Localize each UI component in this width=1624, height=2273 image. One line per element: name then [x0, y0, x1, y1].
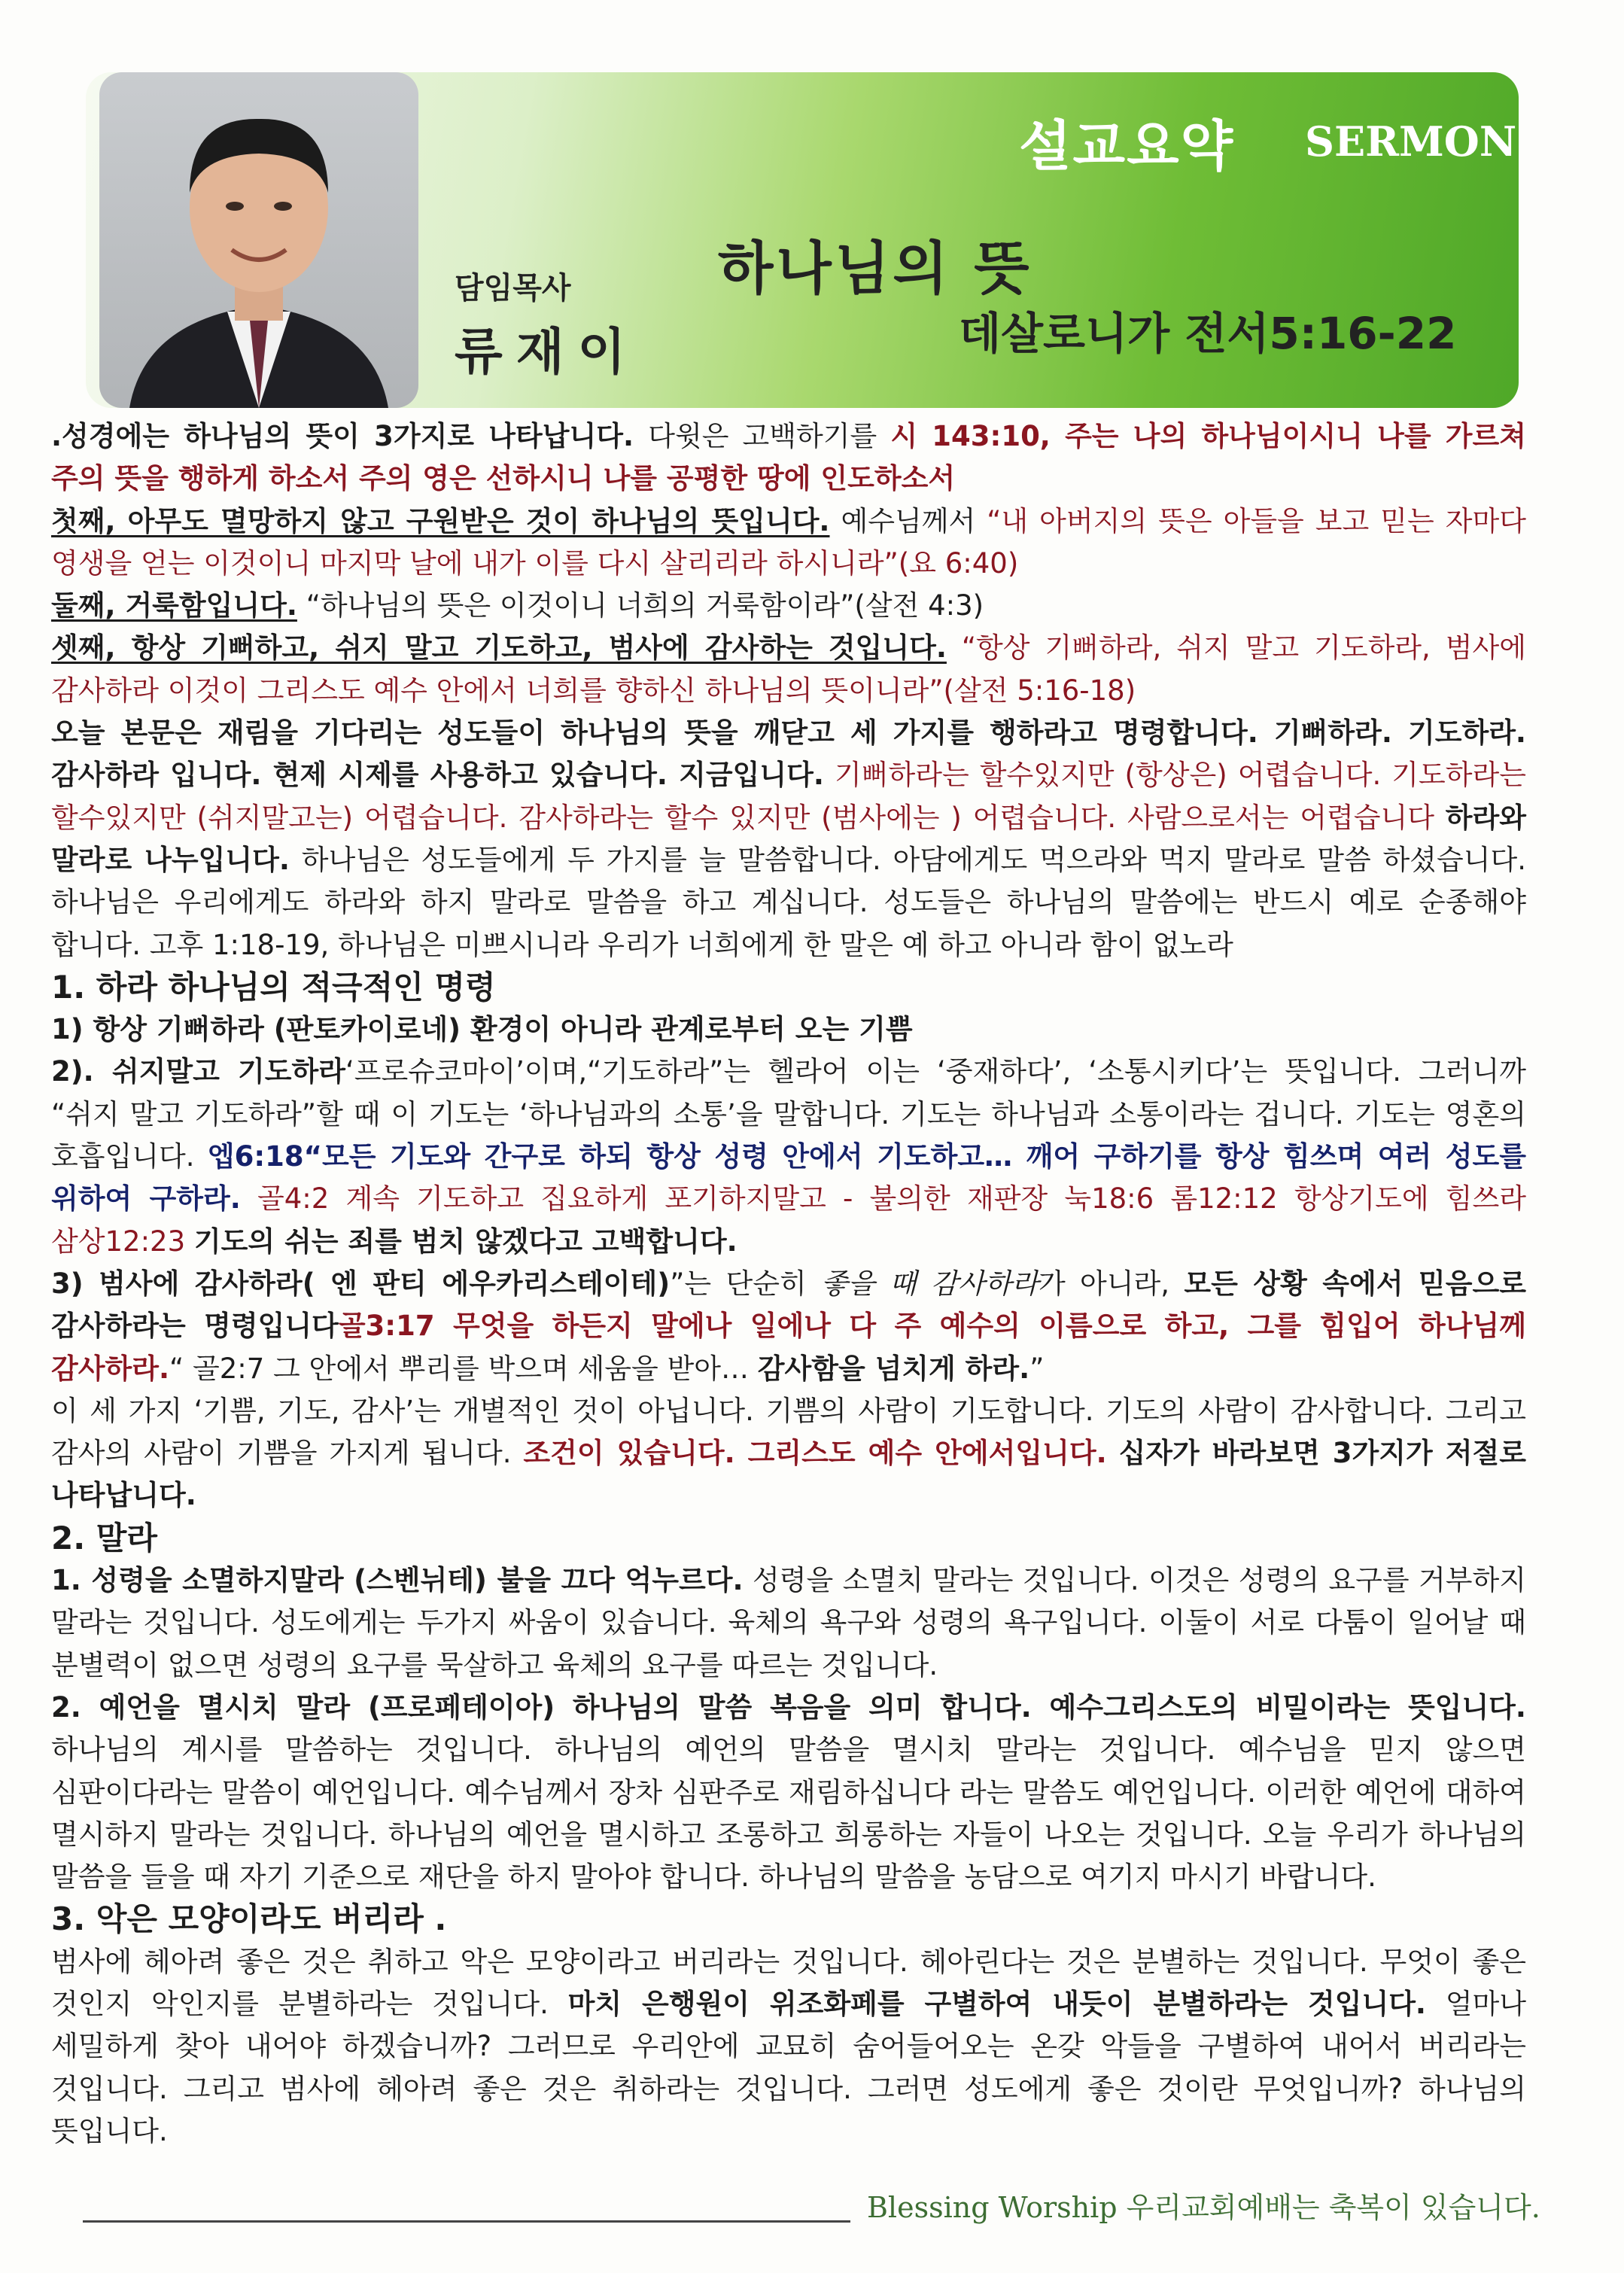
- section-heading-1: 1. 하라 하나님의 적극적인 명령: [51, 968, 496, 1006]
- sermon-summary-label: 설교요약: [1019, 114, 1235, 178]
- paragraph-first: 첫째, 아무도 멸망하지 않고 구원받은 것이 하나님의 뜻입니다. 예수님께서 “내 아버지의 뜻은 아들을 보고 믿는 자마다 영생을 얻는 이것이니 마지막 날에 내가 이를 다시 살리리라 하시니라”(요 6:40): [51, 504, 1526, 580]
- paragraph-three-things: 이 세 가지 ‘기쁨, 기도, 감사’는 개별적인 것이 아닙니다. 기쁨의 사람이 기도합니다. 기도의 사람이 감사합니다. 그리고 감사의 사람이 기쁨을 가지게 됩니다. 조건이 있습니다. 그리스도 예수 안에서입니다. 십자가 바라보면 3가지가 저절로 나타납니다.: [51, 1394, 1527, 1512]
- paragraph-second: 둘째, 거룩함입니다. “하나님의 뜻은 이것이니 너희의 거룩함이라”(살전 4:3): [51, 589, 984, 622]
- pastor-photo: [99, 72, 418, 408]
- paragraph-spirit: 1. 성령을 소멸하지말라 (스벤뉘테) 불을 끄다 억누르다. 성령을 소멸치 말라는 것입니다. 이것은 성령의 요구를 거부하지 말라는 것입니다. 성도에게는 두가지 싸움이 있습니다. 육체의 욕구와 성령의 욕구입니다. 이둘이 서로 다툼이 일어날 때 분별력이 없으면 성령의 요구를 묵살하고 육체의 요구를 따르는 것입니다.: [51, 1564, 1526, 1681]
- footer-divider: [83, 2220, 850, 2223]
- footer-text: Blessing Worship 우리교회예배는 축복이 있습니다.: [867, 2191, 1540, 2224]
- paragraph-intro: .성경에는 하나님의 뜻이 3가지로 나타납니다. 다윗은 고백하기를 시 143:10, 주는 나의 하나님이시니 나를 가르쳐 주의 뜻을 행하게 하소서 주의 영은 선하시니 나를 공평한 땅에 인도하소서: [51, 420, 1527, 495]
- paragraph-prayer: 2). 쉬지말고 기도하라‘프로슈코마이’이며,“기도하라”는 헬라어 이는 ‘중재하다’, ‘소통시키다’는 뜻입니다. 그러니까 “쉬지 말고 기도하라”할 때 이 기도는 ‘하나님과의 소통’을 말합니다. 기도는 하나님과 소통이라는 겁니다. 기도는 영혼의 호흡입니다. 엡6:18“모든 기도와 간구로 하되 항상 성령 안에서 기도하고… 깨어 구하기를 항상 힘쓰며 여러 성도를 위하여 구하라. 골4:2 계속 기도하고 집요하게 포기하지말고 - 불의한 재판장 눅18:6 롬12:12 항상기도에 힘쓰라 삼상12:23 기도의 쉬는 죄를 범치 않겠다고 고백합니다.: [51, 1055, 1527, 1258]
- paragraph-third: 셋째, 항상 기뻐하고, 쉬지 말고 기도하고, 범사에 감사하는 것입니다. “항상 기뻐하라, 쉬지 말고 기도하라, 범사에 감사하라 이것이 그리스도 예수 안에서 너희를 향하신 하나님의 뜻이니라”(살전 5:16-18): [51, 631, 1526, 707]
- subheading-rejoice: 1) 항상 기뻐하라 (판토카이로네) 환경이 아니라 관계로부터 오는 기쁨: [51, 1013, 913, 1046]
- sermon-title: 하나님의 뜻: [718, 235, 1032, 302]
- paragraph-prophecy: 2. 예언을 멸시치 말라 (프로페테이아) 하나님의 말씀 복음을 의미 합니다. 예수그리스도의 비밀이라는 뜻입니다. 하나님의 계시를 말씀하는 것입니다. 하나님의 예언의 말씀을 멸시치 말라는 것입니다. 예수님을 믿지 않으면 심판이다라는 말씀이 예언입니다. 예수님께서 장차 심판주로 재림하십니다 라는 말씀도 예언입니다. 이러한 예언에 대하여 멸시하지 말라는 것입니다. 하나님의 예언을 멸시하고 조롱하고 희롱하는 자들이 나오는 것입니다. 오늘 우리가 하나님의 말씀을 들을 때 자기 기준으로 재단을 하지 말아야 합니다. 하나님의 말씀을 농담으로 여기지 마시기 바랍니다.: [51, 1690, 1526, 1894]
- section-heading-3: 3. 악은 모양이라도 버리라 .: [51, 1900, 447, 1938]
- sermon-header: [86, 72, 1519, 408]
- section-heading-2: 2. 말라: [51, 1519, 157, 1556]
- pastor-name: 류재이: [455, 323, 640, 381]
- paragraph-thanks: 3) 범사에 감사하라( 엔 판티 에우카리스테이테)”는 단순히 좋을 때 감사하라가 아니라, 모든 상황 속에서 믿음으로 감사하라는 명령입니다골3:17 무엇을 하든지 말에나 일에나 다 주 예수의 이름으로 하고, 그를 힘입어 하나님께 감사하라.“ 골2:7 그 안에서 뿌리를 박으며 세움을 받아… 감사함을 넘치게 하라.”: [51, 1267, 1526, 1385]
- paragraph-evil: 범사에 헤아려 좋은 것은 취하고 악은 모양이라고 버리라는 것입니다. 헤아린다는 것은 분별하는 것입니다. 무엇이 좋은 것인지 악인지를 분별하라는 것입니다. 마치 은행원이 위조화페를 구별하여 내듯이 분별하라는 것입니다. 얼마나 세밀하게 찾아 내어야 하겠습니까? 그러므로 우리안에 교묘히 숨어들어오는 온갖 악들을 구별하여 내어서 버리라는 것입니다. 그리고 범사에 헤아려 좋은 것은 취하라는 것입니다. 그러면 성도에게 좋은 것이란 무엇입니까? 하나님의 뜻입니다.: [51, 1945, 1526, 2147]
- sermon-english-label: SERMON: [1305, 117, 1517, 166]
- paragraph-main-text: 오늘 본문은 재림을 기다리는 성도들이 하나님의 뜻을 깨닫고 세 가지를 행하라고 명령합니다. 기뻐하라. 기도하라. 감사하라 입니다. 현제 시제를 사용하고 있습니다. 지금입니다. 기뻐하라는 할수있지만 (항상은) 어렵습니다. 기도하라는 할수있지만 (쉬지말고는) 어렵습니다. 감사하라는 할수 있지만 (범사에는 ) 어렵습니다. 사람으로서는 어렵습니다 하라와 말라로 나누입니다. 하나님은 성도들에게 두 가지를 늘 말씀합니다. 아담에게도 먹으라와 먹지 말라로 말씀 하셨습니다. 하나님은 우리에게도 하라와 하지 말라로 말씀을 하고 계십니다. 성도들은 하나님의 말씀에는 반드시 예로 순종해야 합니다. 고후 1:18-19, 하나님은 미쁘시니라 우리가 너희에게 한 말은 예 하고 아니라 함이 없노라: [51, 717, 1526, 961]
- sermon-body: [51, 415, 1526, 2153]
- scripture-reference: 데살로니가 전서5:16-22: [959, 308, 1457, 359]
- pastor-role: 담임목사: [455, 271, 571, 306]
